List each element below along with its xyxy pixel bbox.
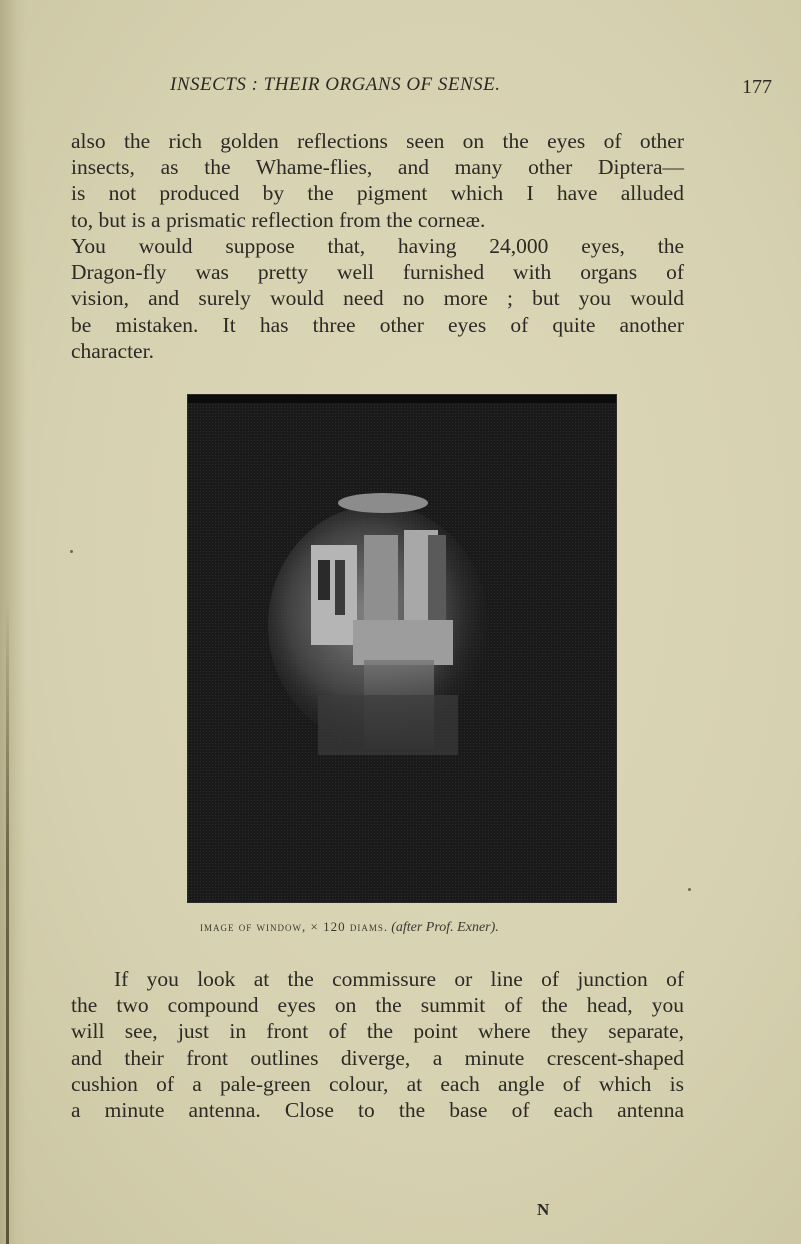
text-line: If you look at the commissure or line of junction of [114, 967, 684, 991]
caption-credit: (after Prof. Exner). [391, 920, 499, 935]
paragraph-1 [71, 128, 684, 233]
text-line: the two compound eyes on the summit of the head, you [71, 993, 684, 1018]
signature-mark: N [537, 1200, 550, 1219]
text-line: to, but is a prismatic reflection from the corneæ. [71, 207, 486, 232]
text-line: insects, as the Whame-flies, and many other Diptera— [71, 155, 684, 180]
figure-caption [200, 919, 620, 936]
caption-main: image of window, × 120 diams. [200, 919, 389, 934]
text-line: You would suppose that, having 24,000 eyes, the [71, 234, 684, 258]
text-line: character. [71, 338, 154, 363]
window-image-figure [188, 395, 616, 902]
text-line: cushion of a pale-green colour, at each angle of which is [71, 1071, 684, 1096]
text-line: is not produced by the pigment which I have alluded [71, 181, 684, 206]
paragraph-2 [71, 233, 684, 364]
text-line: be mistaken. It has three other eyes of quite another [71, 312, 684, 337]
text-line: a minute antenna. Close to the base of each antenna [71, 1098, 684, 1123]
page-gutter-shadow [0, 0, 26, 1244]
binding-edge [6, 600, 9, 1244]
paragraph-3 [71, 966, 684, 1123]
text-line: Dragon-fly was pretty well furnished with organs of [71, 260, 684, 285]
text-line: and their front outlines diverge, a minute crescent-shaped [71, 1045, 684, 1070]
window-image-illustration [188, 395, 616, 902]
text-line: will see, just in front of the point where they separate, [71, 1019, 684, 1044]
page-speck [70, 550, 73, 553]
page-speck [688, 888, 691, 891]
running-head: INSECTS : THEIR ORGANS OF SENSE. [170, 74, 501, 95]
text-line: vision, and surely would need no more ; but you would [71, 286, 684, 311]
page-number: 177 [742, 76, 772, 98]
text-line: also the rich golden reflections seen on the eyes of other [71, 129, 684, 153]
